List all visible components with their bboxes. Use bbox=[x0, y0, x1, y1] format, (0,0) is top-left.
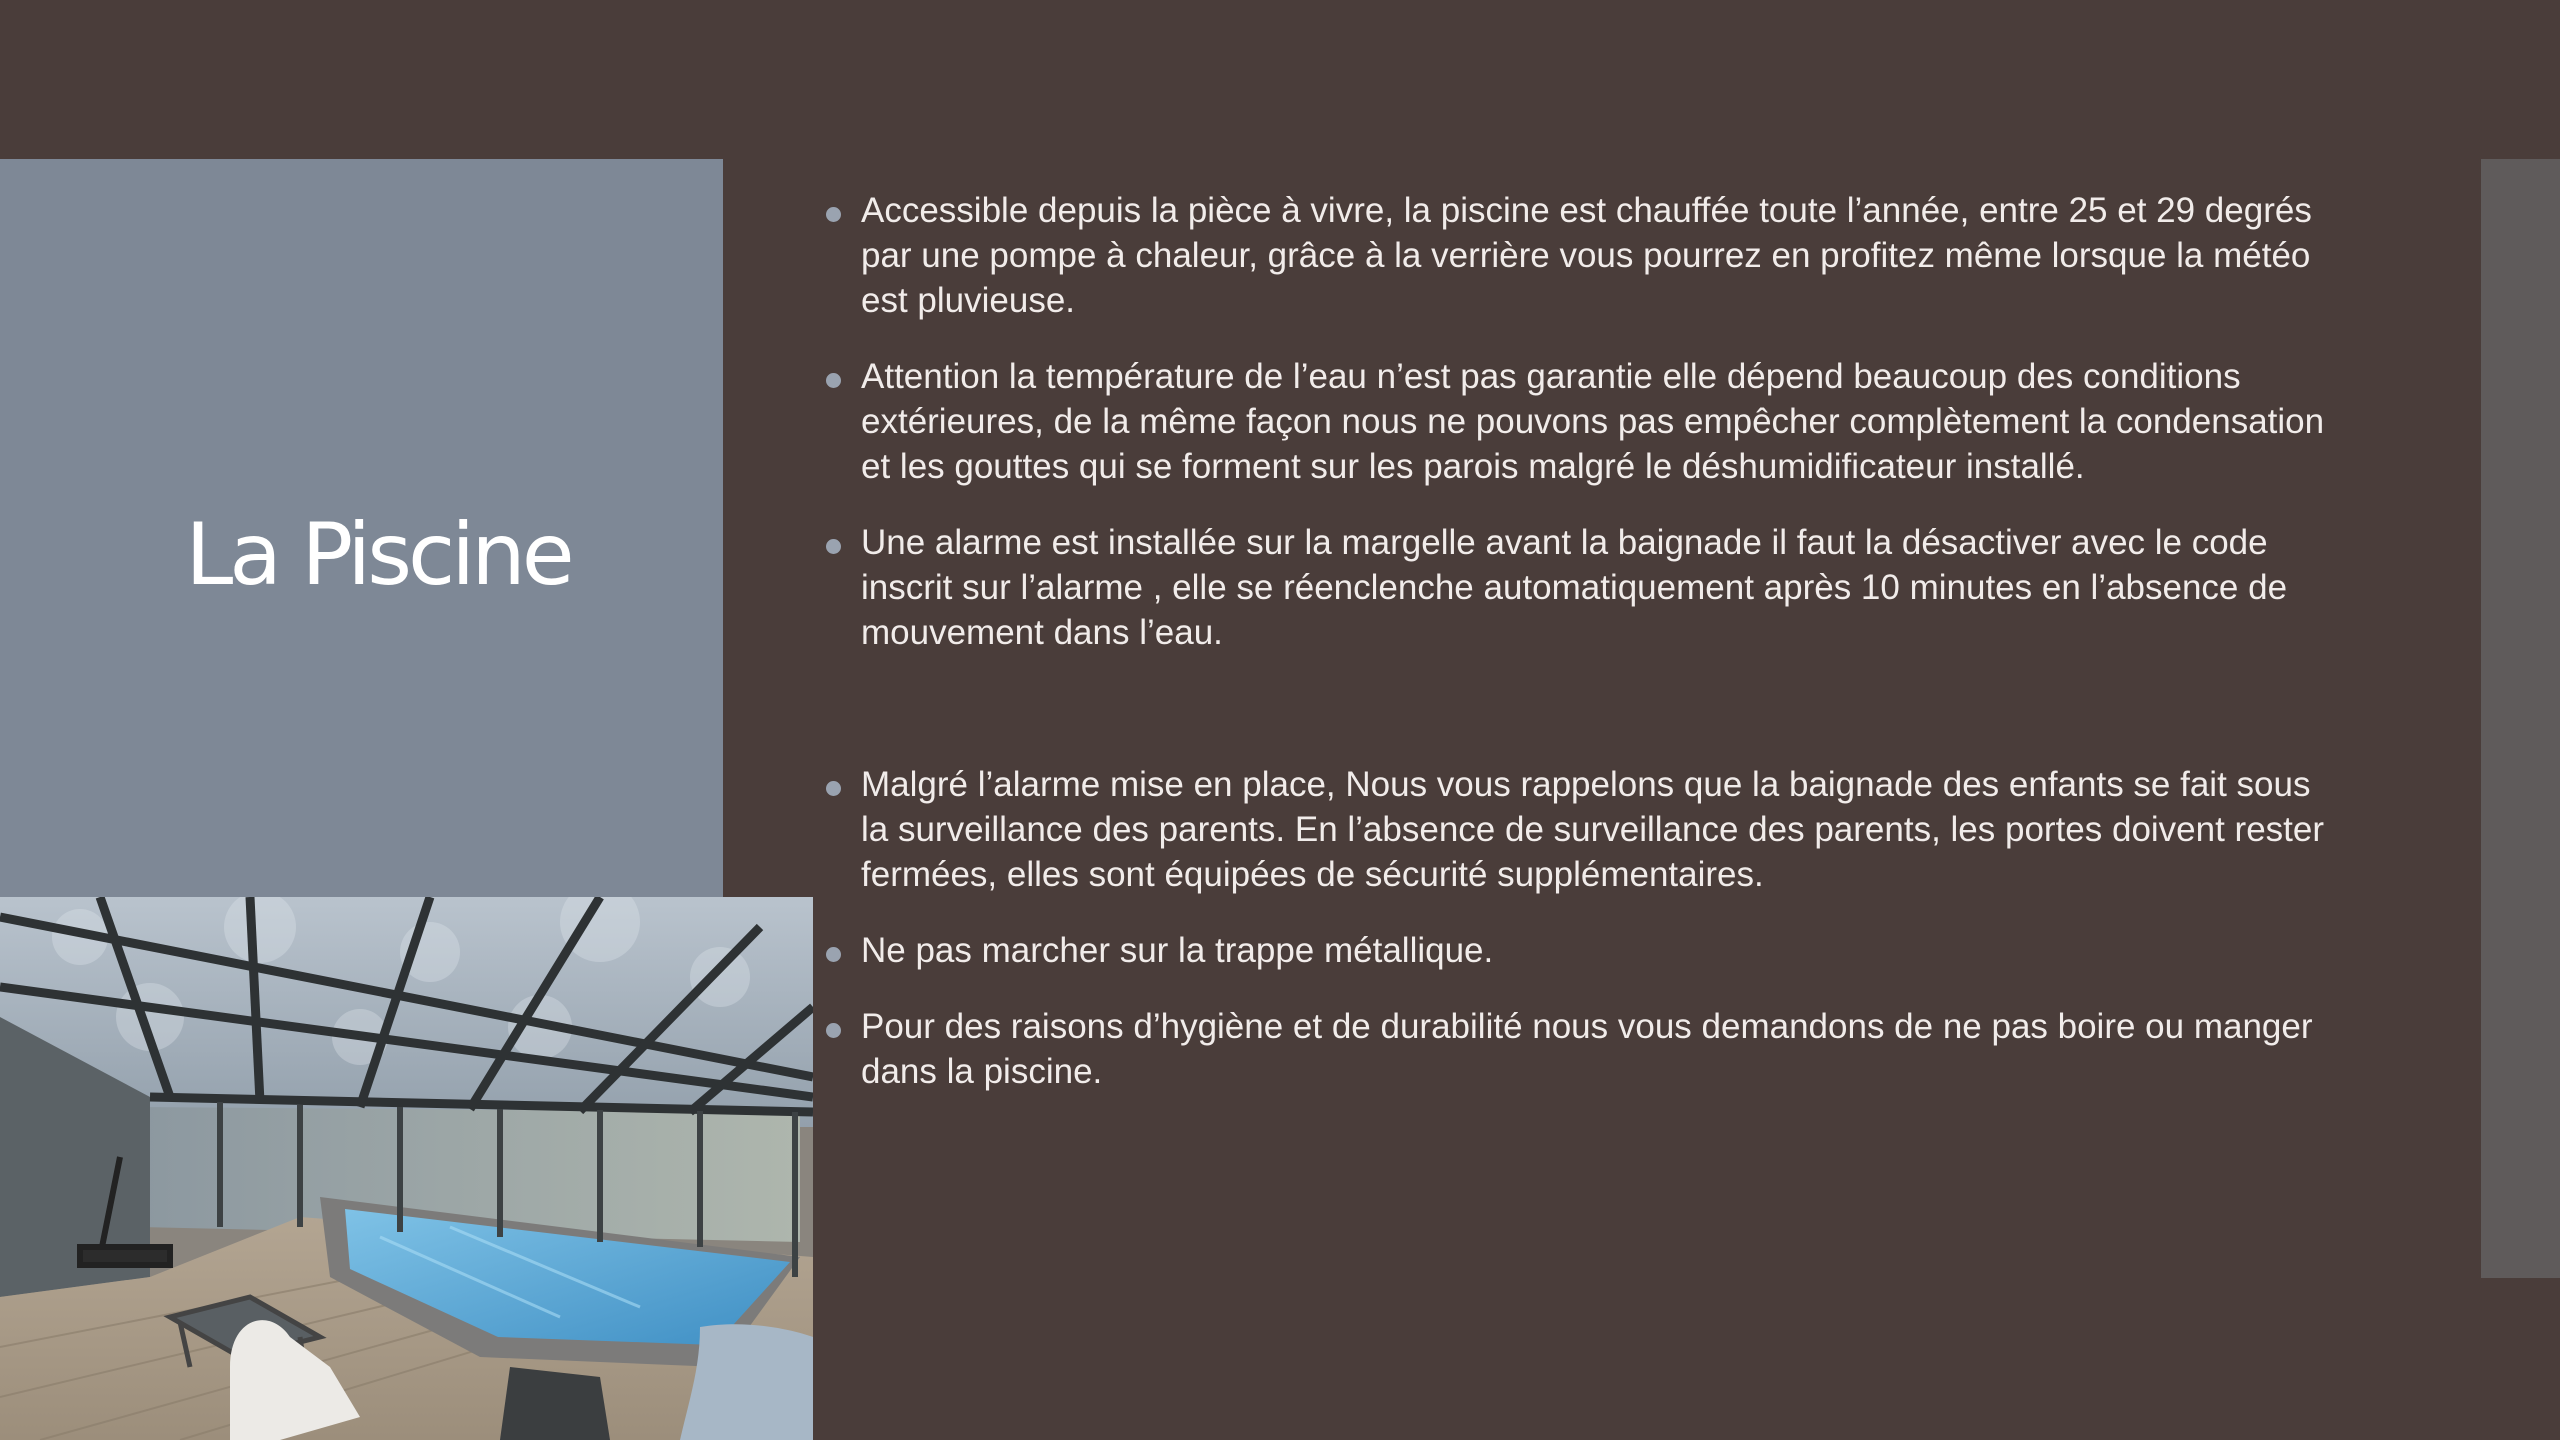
bullet-text: Ne pas marcher sur la trappe métallique. bbox=[861, 931, 1494, 970]
bullet-dot bbox=[826, 781, 841, 796]
bullet-text: Attention la température de l’eau n’est pas garantie elle dépend beaucoup des conditions extérieures, de la même façon nous ne pouvons pas empêcher complètement la condensation et les gouttes qui se forment sur les parois malgré le déshumidificateur installé. bbox=[861, 357, 2325, 486]
bullet-item bbox=[822, 520, 2342, 655]
decorative-side-strip bbox=[2481, 159, 2560, 1278]
bullet-item bbox=[822, 354, 2342, 489]
bullet-text: Une alarme est installée sur la margelle avant la baignade il faut la désactiver avec le code inscrit sur l’alarme , elle se réenclenche automatiquement après 10 minutes en l’absence de mouvement dans l’eau. bbox=[861, 523, 2288, 652]
bullet-dot bbox=[826, 947, 841, 962]
bullet-item bbox=[822, 1004, 2342, 1094]
pool-photo bbox=[0, 897, 813, 1440]
bullet-dot bbox=[826, 207, 841, 222]
bullet-text: Accessible depuis la pièce à vivre, la piscine est chauffée toute l’année, entre 25 et 29 degrés par une pompe à chaleur, grâce à la verrière vous pourrez en profitez même lorsque la météo est pluvieuse. bbox=[861, 191, 2312, 320]
bullet-item bbox=[822, 928, 2342, 973]
bullet-dot bbox=[826, 1023, 841, 1038]
bullet-item bbox=[822, 762, 2342, 897]
bullet-item bbox=[822, 188, 2342, 323]
slide-title: La Piscine bbox=[185, 505, 571, 605]
bullet-dot bbox=[826, 373, 841, 388]
content-area bbox=[822, 188, 2342, 1125]
bullet-dot bbox=[826, 539, 841, 554]
bullet-text: Pour des raisons d’hygiène et de durabilité nous vous demandons de ne pas boire ou manger dans la piscine. bbox=[861, 1007, 2313, 1091]
bullet-text: Malgré l’alarme mise en place, Nous vous rappelons que la baignade des enfants se fait sous la surveillance des parents. En l’absence de surveillance des parents, les portes doivent rester fermées, elles sont équipées de sécurité supplémentaires. bbox=[861, 765, 2325, 894]
